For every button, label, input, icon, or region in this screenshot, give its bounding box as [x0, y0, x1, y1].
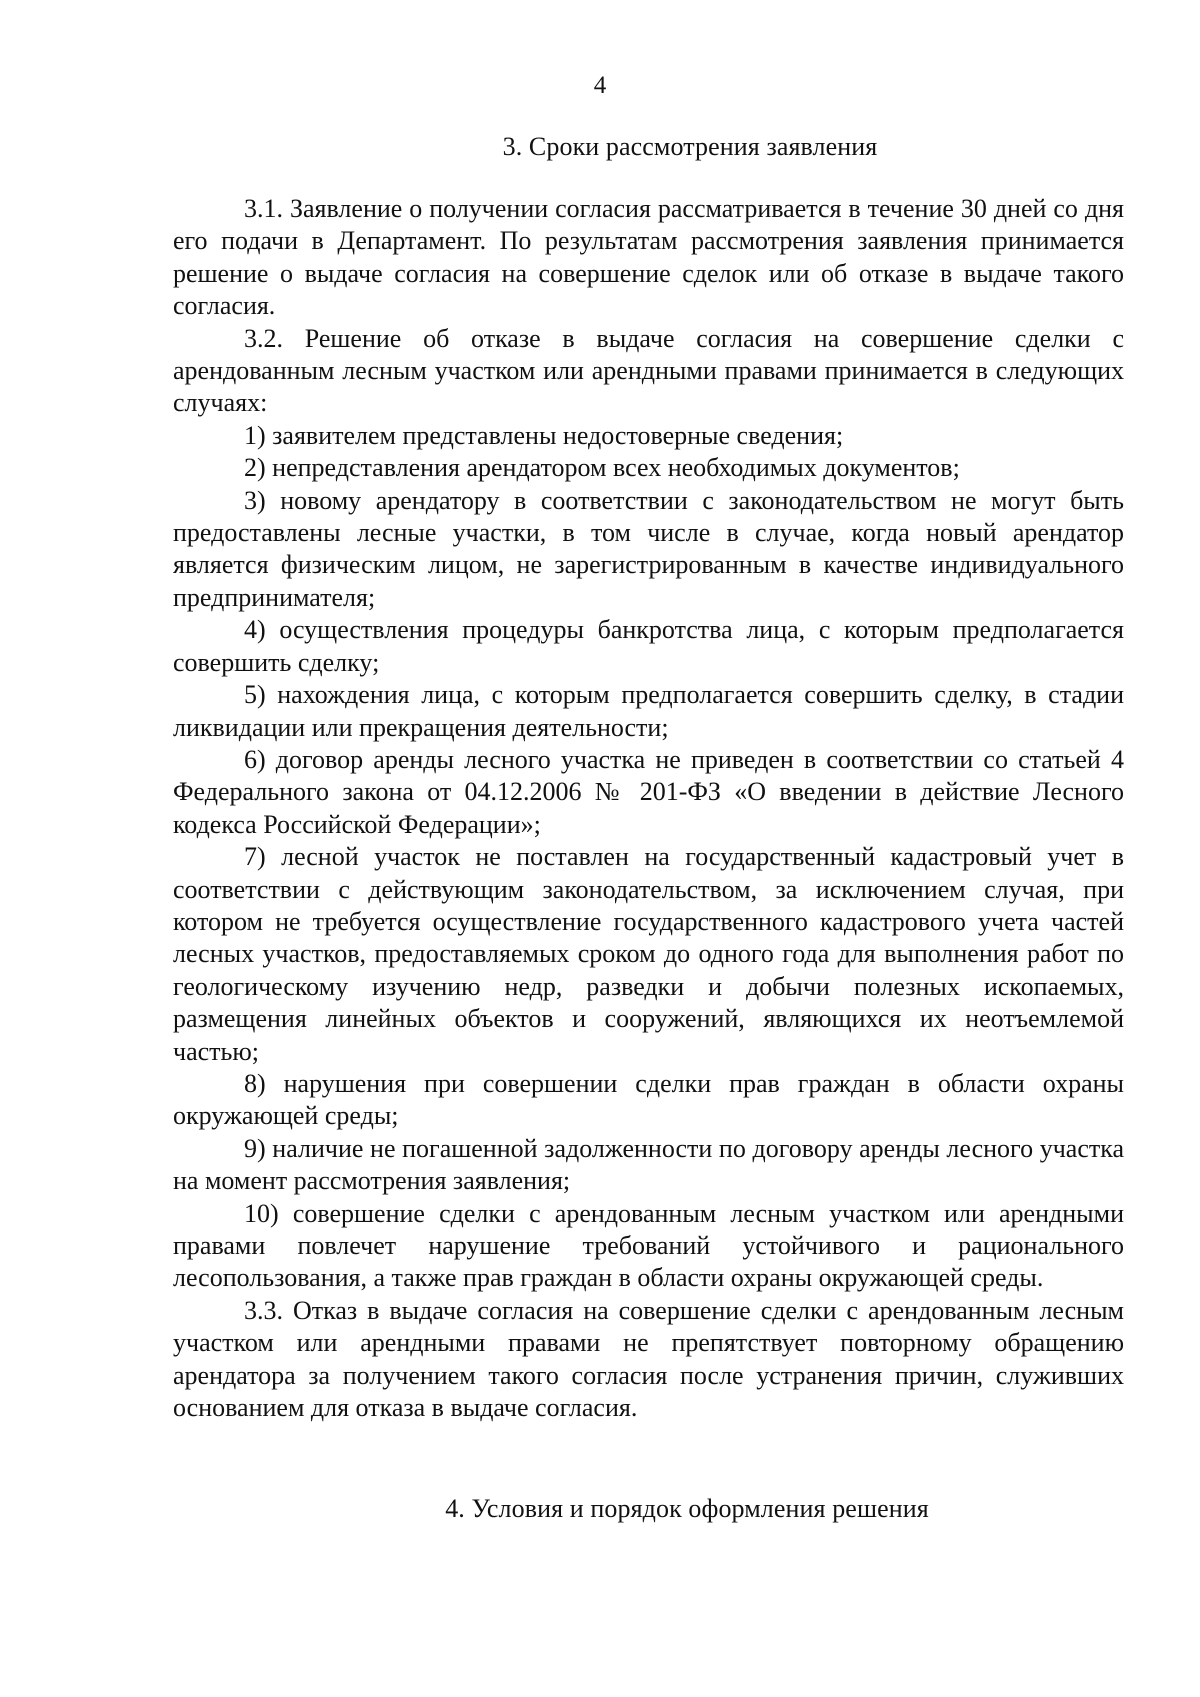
- list-item-10: 10) совершение сделки с арендованным лесным участком или арендными правами повлечет нарушение требований устойчивого и рационального лесопользования, а также прав граждан в области охраны окружающей среды.: [173, 1198, 1124, 1293]
- paragraph-3-2: 3.2. Решение об отказе в выдаче согласия на совершение сделки с арендованным лесным участком или арендными правами принимается в следующих случаях:: [173, 323, 1124, 418]
- list-item-8: 8) нарушения при совершении сделки прав граждан в области охраны окружающей среды;: [173, 1068, 1124, 1131]
- list-item-9: 9) наличие не погашенной задолженности по договору аренды лесного участка на момент рассмотрения заявления;: [173, 1133, 1124, 1196]
- section-3-heading: 3. Сроки рассмотрения заявления: [502, 132, 878, 161]
- list-item-4: 4) осуществления процедуры банкротства лица, с которым предполагается совершить сделку;: [173, 615, 1124, 677]
- list-item-3: 3) новому арендатору в соответствии с законодательством не могут быть предоставлены лесные участки, в том числе в случае, когда новый арендатор является физическим лицом, не зарегистрированным в качестве индивидуального предпринимателя;: [173, 485, 1124, 612]
- list-item-6: 6) договор аренды лесного участка не приведен в соответствии со статьей 4 Федерального закона от 04.12.2006 № 201-ФЗ «О введении в действие Лесного кодекса Российской Федерации»;: [173, 744, 1124, 839]
- list-item-7: 7) лесной участок не поставлен на государственный кадастровый учет в соответствии с действующим законодательством, за исключением случая, при котором не требуется осуществление государственного кадастрового учета частей лесных участков, предоставляемых сроком до одного года для выполнения работ по геологическому изучению недр, разведки и добычи полезных ископаемых, размещения линейных объектов и сооружений, являющихся их неотъемлемой частью;: [173, 842, 1124, 1066]
- list-item-5: 5) нахождения лица, с которым предполагается совершить сделку, в стадии ликвидации или прекращения деятельности;: [173, 680, 1124, 742]
- list-item-1: 1) заявителем представлены недостоверные сведения;: [244, 420, 844, 450]
- paragraph-3-3: 3.3. Отказ в выдаче согласия на совершение сделки с арендованным лесным участком или арендными правами не препятствует повторному обращению арендатора за получением такого согласия после устранения причин, служивших основанием для отказа в выдаче согласия.: [173, 1295, 1124, 1423]
- list-item-2: 2) непредставления арендатором всех необходимых документов;: [244, 453, 960, 483]
- page-number: 4: [593, 72, 607, 99]
- section-4-heading: 4. Условия и порядок оформления решения: [445, 1494, 929, 1523]
- section-3-body: [173, 193, 1124, 1424]
- paragraph-3-1: 3.1. Заявление о получении согласия рассматривается в течение 30 дней со дня его подачи в Департамент. По результатам рассмотрения заявления принимается решение о выдаче согласия на совершение сделок или об отказе в выдаче такого согласия.: [173, 194, 1124, 321]
